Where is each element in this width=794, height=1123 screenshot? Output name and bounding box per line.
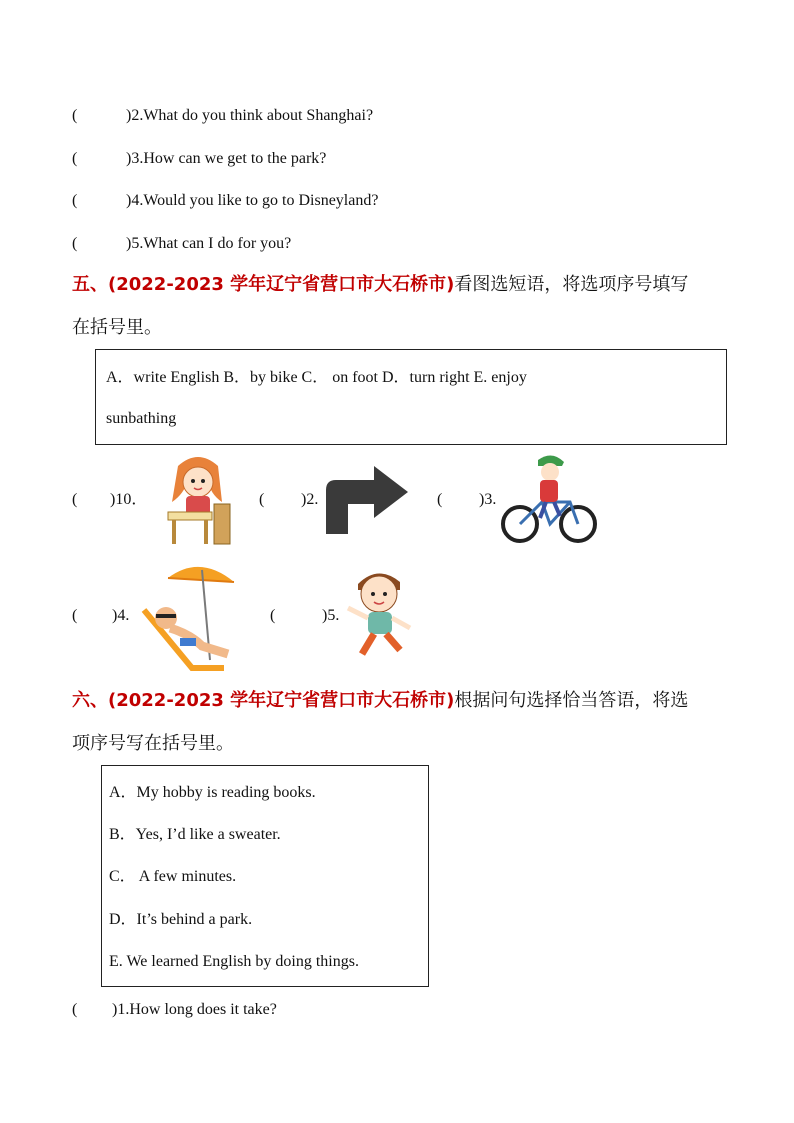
- question-text: 2.What do you think about Shanghai?: [131, 107, 374, 124]
- answer-paren[interactable]: (: [72, 192, 78, 209]
- section-5-instruction-cont: 在括号里。: [72, 317, 162, 338]
- section-source: (2022-2023 学年辽宁省营口市大石桥市): [108, 274, 455, 295]
- section-6-heading: [72, 689, 688, 713]
- question-line: [72, 1000, 277, 1020]
- answer-option: E. We learned English by doing things.: [109, 953, 359, 970]
- picture-item-2: ( )2.: [259, 491, 319, 508]
- options-line: sunbathing: [106, 410, 177, 427]
- answer-paren[interactable]: (: [72, 607, 78, 624]
- answer-paren[interactable]: (: [270, 607, 276, 624]
- answer-paren[interactable]: (: [72, 150, 78, 167]
- question-line: ( )4.Would you like to go to Disneyland?: [72, 192, 379, 209]
- answer-paren[interactable]: (: [72, 1001, 78, 1018]
- picture-item-4: ( )4.: [72, 607, 130, 624]
- question-line: ( )3.How can we get to the park?: [72, 150, 327, 167]
- question-line: ( )2.What do you think about Shanghai?: [72, 107, 374, 124]
- answer-option: D．It’s behind a park.: [109, 911, 253, 928]
- answer-paren[interactable]: (: [437, 491, 443, 508]
- question-line: ( )5.What can I do for you?: [72, 235, 292, 252]
- section-source: (2022-2023 学年辽宁省营口市大石桥市): [108, 690, 455, 711]
- answer-paren[interactable]: (: [259, 491, 265, 508]
- question-text: )1.How long does it take?: [112, 1001, 277, 1018]
- bike-rider-icon: [500, 452, 598, 546]
- section-instruction: 看图选短语，将选项序号填写: [454, 274, 689, 295]
- answer-option: A．My hobby is reading books.: [109, 784, 316, 801]
- walking-boy-icon: [344, 566, 414, 662]
- picture-item-5: ( )5.: [270, 607, 340, 624]
- question-text: 3.How can we get to the park?: [131, 150, 327, 167]
- options-box: [95, 349, 727, 445]
- picture-item-1: ( )10．: [72, 491, 148, 508]
- sunbathing-icon: [140, 560, 236, 672]
- answer-paren[interactable]: (: [72, 491, 78, 508]
- answer-paren[interactable]: (: [72, 235, 78, 252]
- options-line: A．write English B．by bike C． on foot D．turn right E. enjoy: [106, 369, 527, 386]
- answer-paren[interactable]: (: [72, 107, 78, 124]
- section-instruction: 根据问句选择恰当答语，将选: [454, 690, 689, 711]
- question-text: 5.What can I do for you?: [131, 235, 292, 252]
- section-6-instruction-cont: 项序号写在括号里。: [72, 733, 234, 754]
- question-text: 4.Would you like to go to Disneyland?: [131, 192, 379, 209]
- answer-option: B．Yes, I’d like a sweater.: [109, 826, 281, 843]
- section-number: 五、: [72, 274, 108, 295]
- section-number: 六、: [72, 690, 108, 711]
- answers-box: [101, 765, 429, 987]
- answer-option: C． A few minutes.: [109, 868, 237, 885]
- turn-right-arrow-icon: [322, 464, 410, 534]
- writing-girl-icon: [160, 450, 235, 548]
- section-5-heading: [72, 273, 688, 297]
- picture-item-3: ( )3.: [437, 491, 497, 508]
